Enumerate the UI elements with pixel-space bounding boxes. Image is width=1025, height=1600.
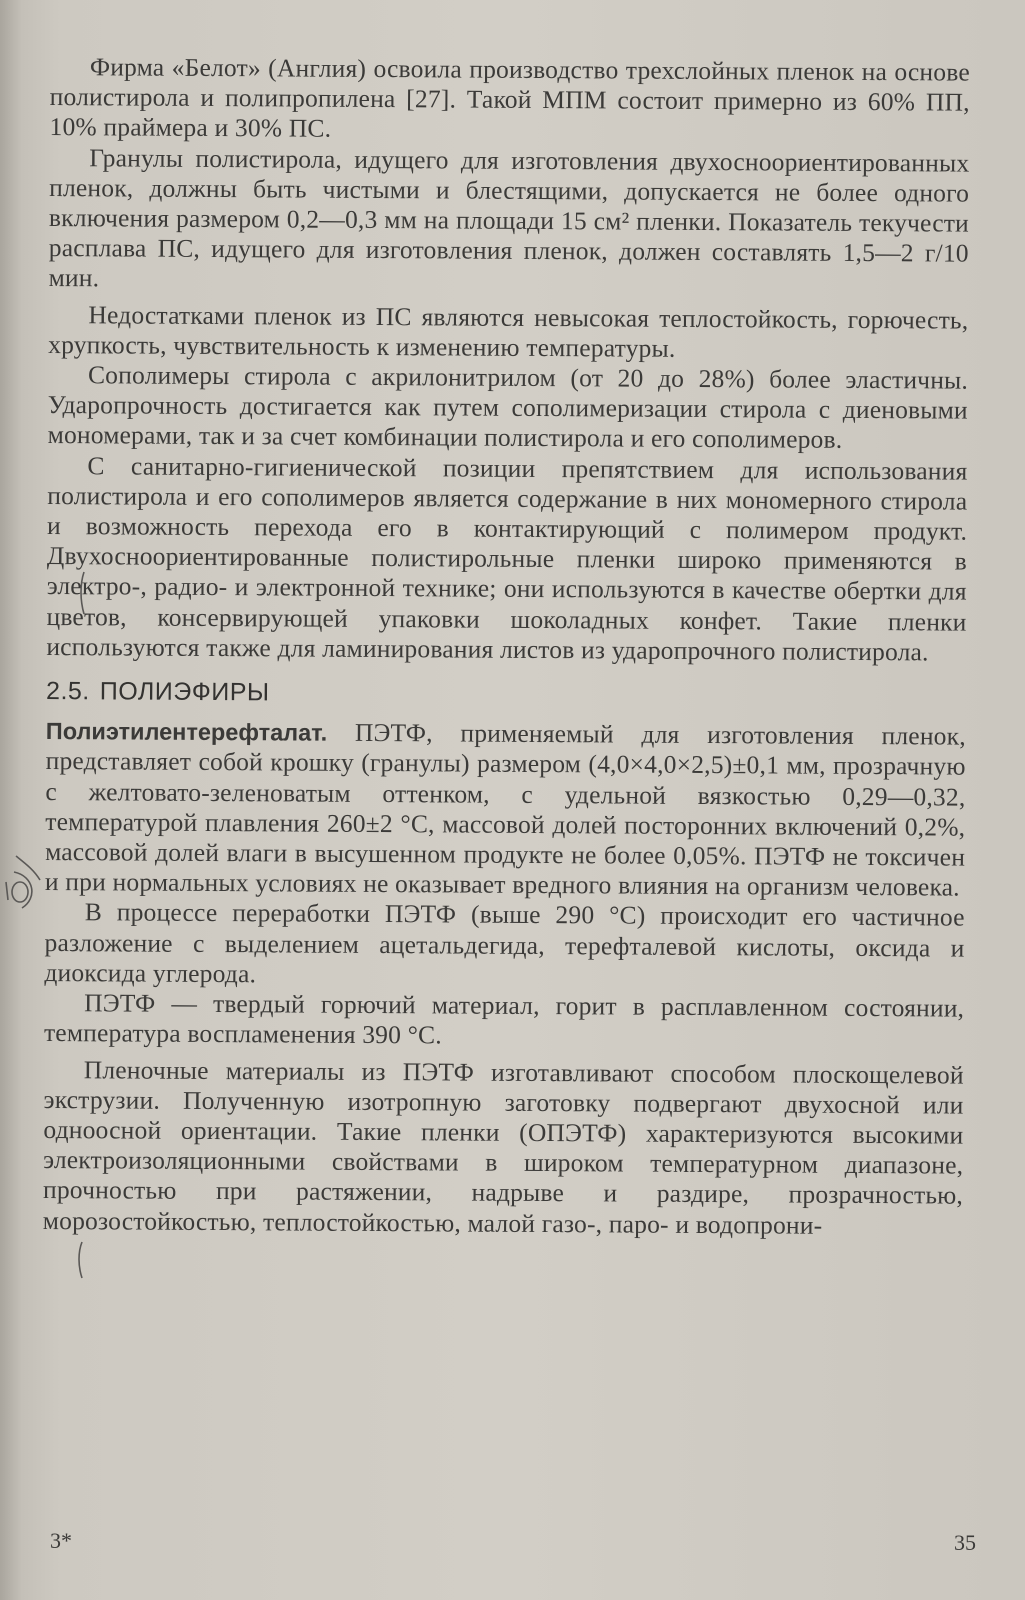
paragraph-drawbacks: Недостатками пленок из ПС являются невысокая теплостойкость, горючесть, хрупкость, чувствительность к изменению температуры. — [48, 299, 969, 363]
signature-mark: 3* — [50, 1528, 72, 1553]
paragraph-sanitary: С санитарно-гигиенической позиции препятствием для использования полистирола и его сополимеров является содержание в них мономерного стирола и возможность перехода его в контактирующий с полимером продукт. Двухосноориентированные полистирольные пленки широко применяются в электро-, радио- и электронной технике; они используются в качестве обертки для цветов, консервирующей упаковки шоколадных конфет. Такие пленки используются также для ламинирования листов из ударопрочного полистирола. — [46, 450, 968, 667]
paragraph-pet-flammable: ПЭТФ — твердый горючий материал, горит в расплавленном состоянии, температура воспламенения 390 °С. — [43, 988, 965, 1050]
margin-bracket-mark — [76, 570, 90, 616]
paragraph-pet-films: Пленочные материалы из ПЭТФ изготавливают способом плоскощелевой экструзии. Полученную изотропную заготовку подвергают двухосной или одноосной ориентации. Такие пленки (ОПЭТФ) характеризуются высокими электроизоляционными свойствами в широком температурном диапазоне, прочностью при растяжении, надрыве и раздире, прозрачностью, морозостойкостью, теплостойкостью, малой газо-, паро- и водопрони- — [42, 1054, 964, 1240]
paragraph-belot: Фирма «Белот» (Англия) освоила производство трехслойных пленок на основе полистирола и полипропилена [27]. Такой МПМ состоит примерно из 60% ПП, 10% праймера и 30% ПС. — [49, 52, 970, 144]
margin-bracket-mark-2 — [74, 1240, 88, 1280]
paragraph-granules: Гранулы полистирола, идущего для изготовления двухосноориентированных пленок, должны быть чистыми и блестящими, допускается не более одного включения размером 0,2—0,3 мм на площади 15 см² пленки. Показатель текучести расплава ПС, идущего для изготовления пленок, должен составлять 1,5—2 г/10 мин. — [48, 142, 970, 293]
paragraph-pet-intro — [45, 716, 966, 903]
page-text — [43, 52, 970, 1241]
section-title: ПОЛИЭФИРЫ — [99, 677, 270, 707]
page-number: 35 — [954, 1530, 976, 1555]
section-number: 2.5. — [46, 677, 90, 706]
paragraph-copolymers: Сополимеры стирола с акрилонитрилом (от 20 до 28%) более эластичны. Ударопрочность достигается как путем сополимеризации стирола с диеновыми мономерами, так и за счет комбинации полистирола и его сополимеров. — [47, 360, 969, 455]
margin-note-mark — [0, 850, 50, 910]
pet-intro-text: ПЭТФ, применяемый для изготовления пленок, представляет собой крошку (гранулы) размером (4,0×4,0×2,5)±0,1 мм, прозрачную с желтовато-зеленоватым оттенком, с удельной вязкостью 0,29—0,32, температурой плавления 260±2 °С, массовой долей посторонних включений 0,2%, массовой долей влаги в высушенном продукте не более 0,05%. ПЭТФ не токсичен и при нормальных условиях не оказывает вредного влияния на организм человека. — [44, 717, 966, 902]
section-heading — [46, 676, 966, 712]
term-lead: Полиэтилентерефталат. — [45, 718, 328, 746]
paragraph-pet-processing: В процессе переработки ПЭТФ (выше 290 °С) происходит его частичное разложение с выделением ацетальдегида, терефталевой кислоты, оксида и диоксида углерода. — [44, 897, 965, 989]
